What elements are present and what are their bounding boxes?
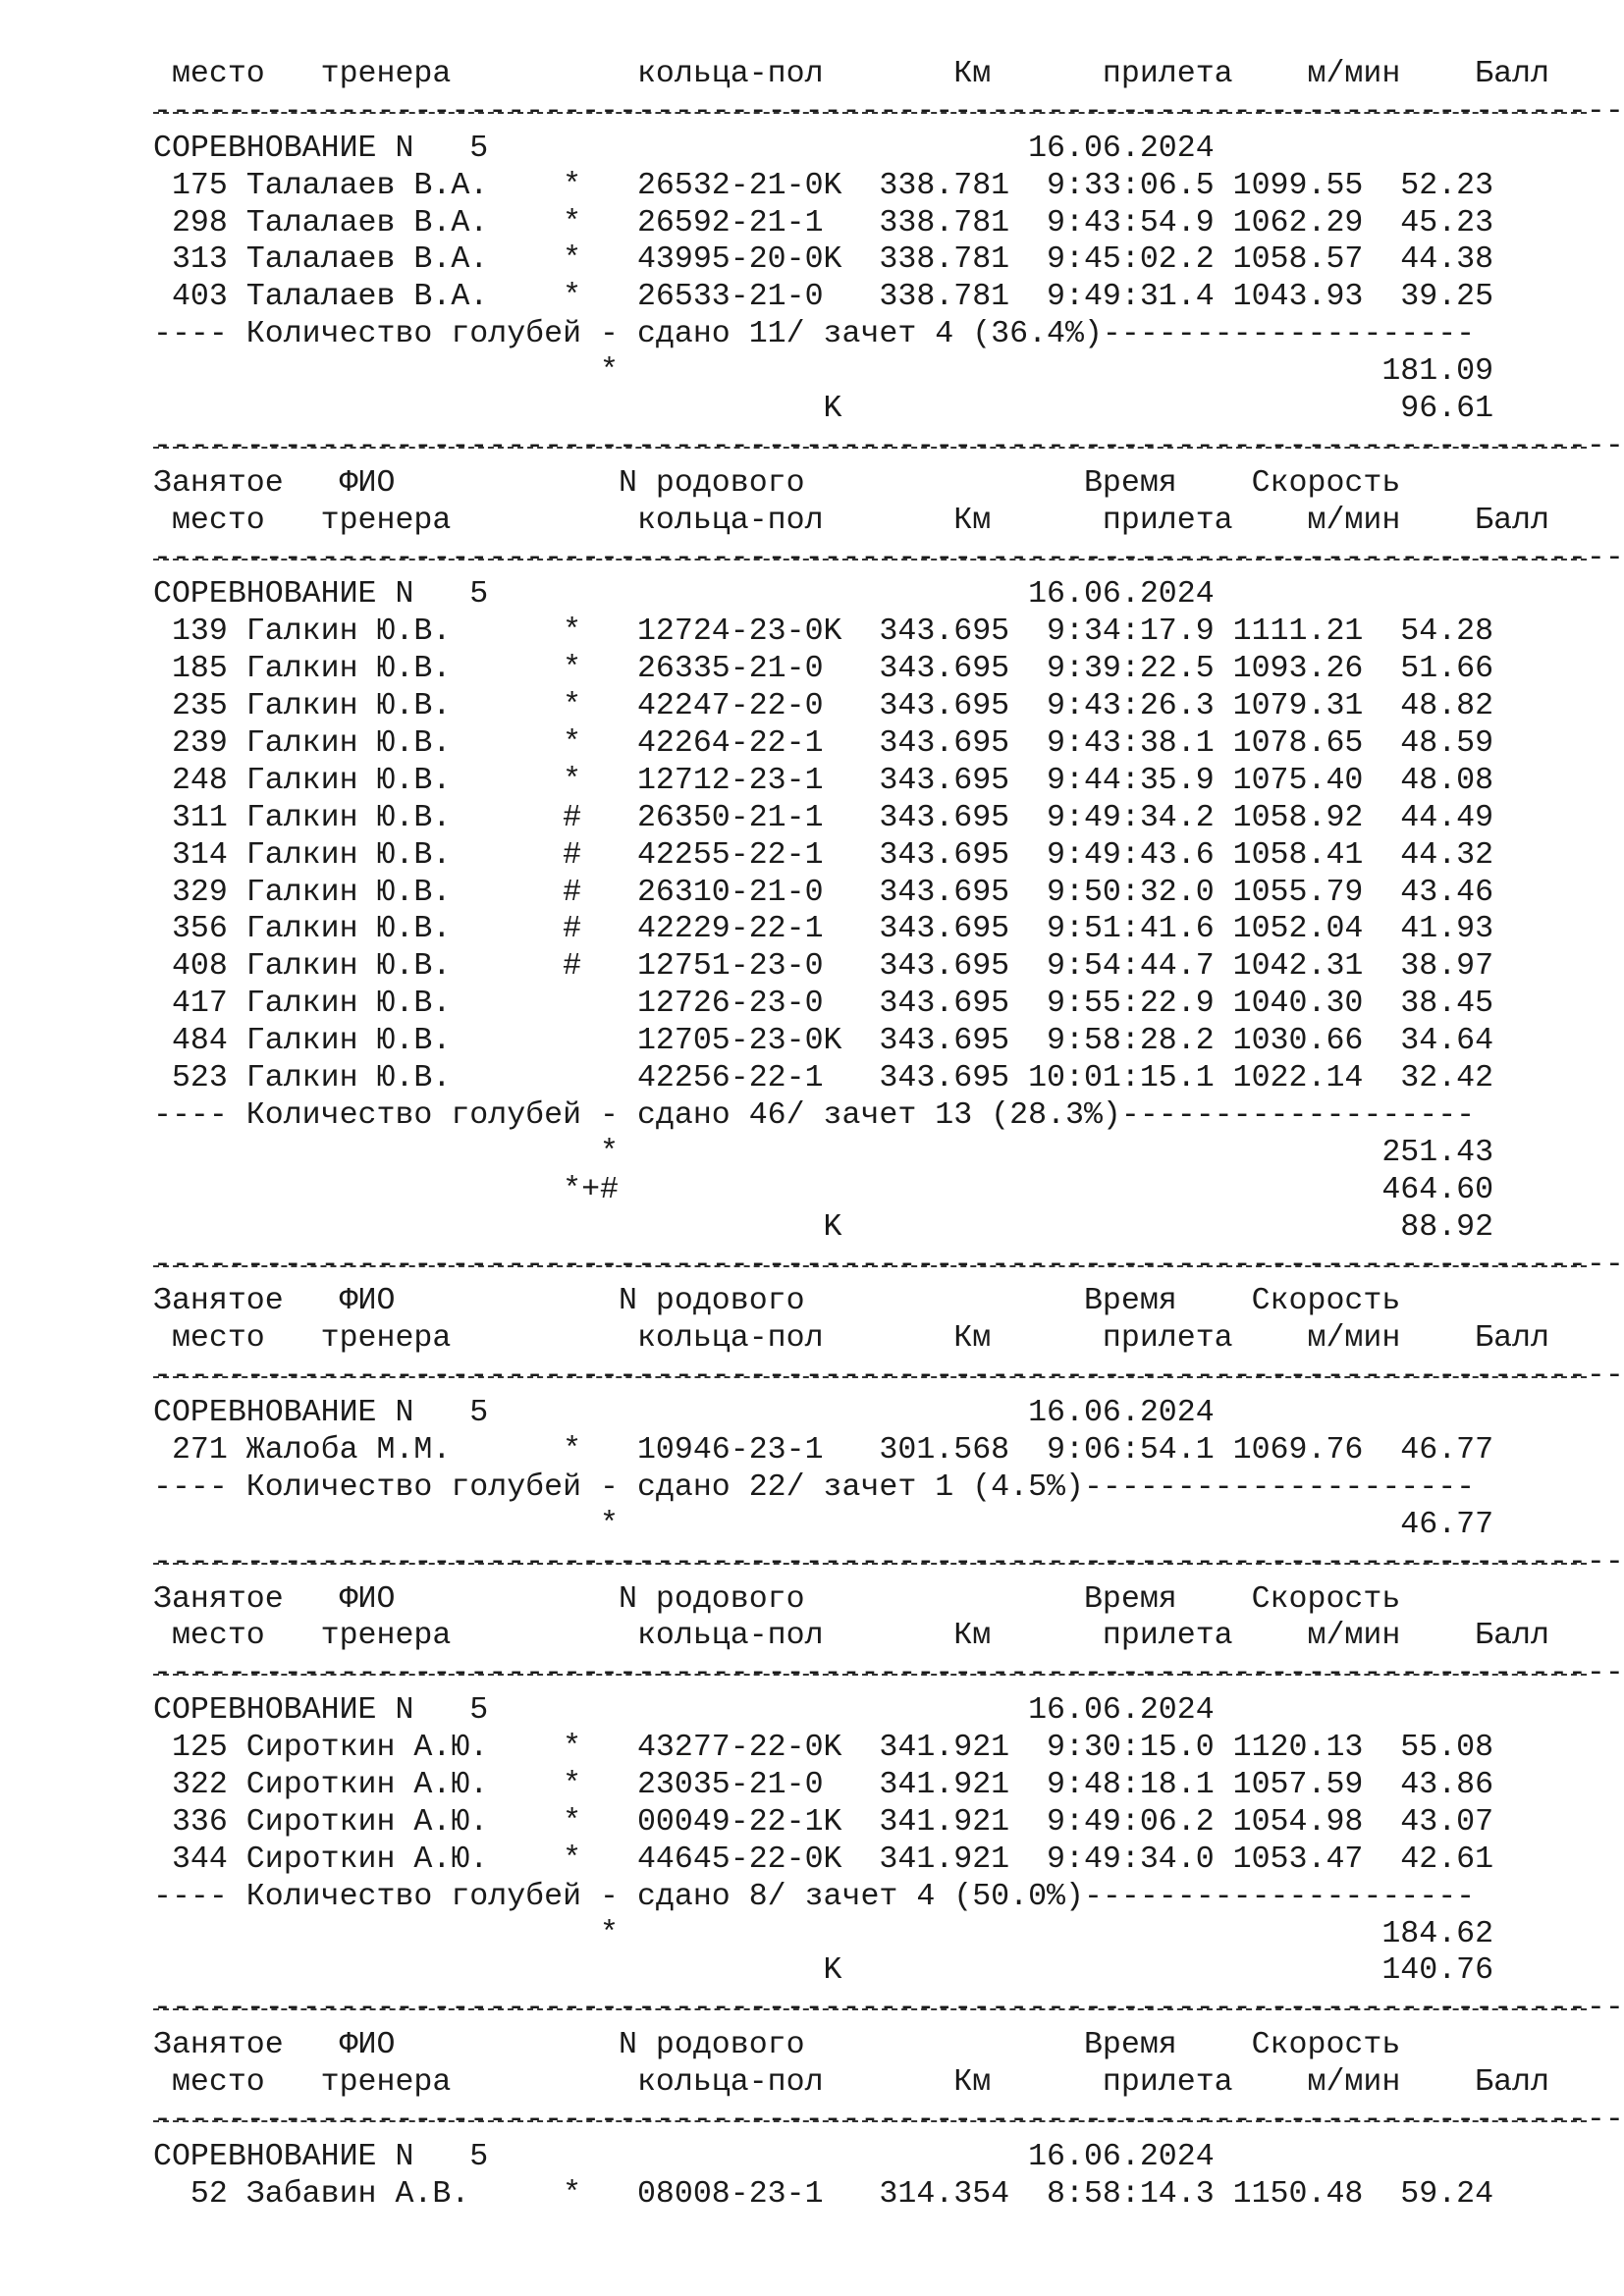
- column-header: Занятое ФИО N родового Время Скорость: [153, 1581, 1401, 1617]
- separator-rule: -------------------------------------------------------------------------------: [153, 93, 1624, 129]
- result-row: 185 Галкин Ю.В. * 26335-21-0 343.695 9:39:22.5 1093.26 51.66: [153, 652, 1494, 687]
- total-line: *+# 464.60: [153, 1172, 1494, 1207]
- total-line: * 251.43: [153, 1135, 1494, 1170]
- result-row: 403 Талалаев В.А. * 26533-21-0 338.781 9:49:31.4 1043.93 39.25: [153, 280, 1494, 315]
- total-line: K 88.92: [153, 1209, 1494, 1245]
- result-row: 52 Забавин А.В. * 08008-23-1 314.354 8:58:14.3 1150.48 59.24: [153, 2176, 1494, 2212]
- result-row: 344 Сироткин А.Ю. * 44645-22-0K 341.921 9:49:34.0 1053.47 42.61: [153, 1842, 1494, 1877]
- summary-line: ---- Количество голубей - сдано 22/ зачет 1 (4.5%)---------------------: [153, 1469, 1476, 1505]
- competition-header: СОРЕВНОВАНИЕ N 5 16.06.2024: [153, 131, 1215, 166]
- result-row: 336 Сироткин А.Ю. * 00049-22-1K 341.921 9:49:06.2 1054.98 43.07: [153, 1804, 1494, 1840]
- competition-header: СОРЕВНОВАНИЕ N 5 16.06.2024: [153, 577, 1215, 613]
- result-row: 298 Талалаев В.А. * 26592-21-1 338.781 9:43:54.9 1062.29 45.23: [153, 205, 1494, 240]
- result-row: 314 Галкин Ю.В. # 42255-22-1 343.695 9:49:43.6 1058.41 44.32: [153, 837, 1494, 873]
- result-row: 139 Галкин Ю.В. * 12724-23-0K 343.695 9:34:17.9 1111.21 54.28: [153, 614, 1494, 650]
- total-line: K 140.76: [153, 1953, 1494, 1989]
- column-header: место тренера кольца-пол Км прилета м/мин Балл: [153, 1321, 1549, 1357]
- separator-rule: -------------------------------------------------------------------------------: [153, 1544, 1624, 1579]
- result-row: 125 Сироткин А.Ю. * 43277-22-0K 341.921 9:30:15.0 1120.13 55.08: [153, 1731, 1494, 1766]
- separator-rule: -------------------------------------------------------------------------------: [153, 1991, 1624, 2026]
- result-row: 322 Сироткин А.Ю. * 23035-21-0 341.921 9:48:18.1 1057.59 43.86: [153, 1767, 1494, 1802]
- total-line: * 46.77: [153, 1507, 1494, 1542]
- column-header: место тренера кольца-пол Км прилета м/мин Балл: [153, 503, 1549, 538]
- result-row: 313 Талалаев В.А. * 43995-20-0K 338.781 9:45:02.2 1058.57 44.38: [153, 242, 1494, 278]
- result-row: 235 Галкин Ю.В. * 42247-22-0 343.695 9:43:26.3 1079.31 48.82: [153, 689, 1494, 724]
- result-row: 408 Галкин Ю.В. # 12751-23-0 343.695 9:54:44.7 1042.31 38.97: [153, 949, 1494, 985]
- column-header: место тренера кольца-пол Км прилета м/мин Балл: [153, 57, 1549, 91]
- result-row: 523 Галкин Ю.В. 42256-22-1 343.695 10:01:15.1 1022.14 32.42: [153, 1061, 1494, 1096]
- column-header: место тренера кольца-пол Км прилета м/мин Балл: [153, 1619, 1549, 1654]
- column-header: Занятое ФИО N родового Время Скорость: [153, 1284, 1401, 1319]
- column-header: Занятое ФИО N родового Время Скорость: [153, 2028, 1401, 2063]
- separator-rule: -------------------------------------------------------------------------------: [153, 2102, 1624, 2137]
- total-line: K 96.61: [153, 392, 1494, 427]
- summary-line: ---- Количество голубей - сдано 46/ зачет 13 (28.3%)-------------------: [153, 1097, 1476, 1133]
- separator-rule: -------------------------------------------------------------------------------: [153, 1359, 1624, 1394]
- result-row: 248 Галкин Ю.В. * 12712-23-1 343.695 9:44:35.9 1075.40 48.08: [153, 763, 1494, 798]
- result-row: 271 Жалоба М.М. * 10946-23-1 301.568 9:06:54.1 1069.76 46.77: [153, 1432, 1494, 1468]
- result-row: 311 Галкин Ю.В. # 26350-21-1 343.695 9:49:34.2 1058.92 44.49: [153, 800, 1494, 835]
- summary-line: ---- Количество голубей - сдано 8/ зачет 4 (50.0%)---------------------: [153, 1879, 1476, 1914]
- separator-rule: -------------------------------------------------------------------------------: [153, 540, 1624, 575]
- result-row: 329 Галкин Ю.В. # 26310-21-0 343.695 9:50:32.0 1055.79 43.46: [153, 875, 1494, 910]
- result-row: 356 Галкин Ю.В. # 42229-22-1 343.695 9:51:41.6 1052.04 41.93: [153, 912, 1494, 947]
- result-row: 484 Галкин Ю.В. 12705-23-0K 343.695 9:58:28.2 1030.66 34.64: [153, 1024, 1494, 1059]
- column-header: Занятое ФИО N родового Время Скорость: [153, 465, 1401, 501]
- race-results-report: [153, 56, 1624, 2214]
- competition-header: СОРЕВНОВАНИЕ N 5 16.06.2024: [153, 1693, 1215, 1729]
- result-row: 239 Галкин Ю.В. * 42264-22-1 343.695 9:43:38.1 1078.65 48.59: [153, 726, 1494, 762]
- separator-rule: -------------------------------------------------------------------------------: [153, 1247, 1624, 1282]
- separator-rule: -------------------------------------------------------------------------------: [153, 1656, 1624, 1691]
- competition-header: СОРЕВНОВАНИЕ N 5 16.06.2024: [153, 1396, 1215, 1431]
- result-row: 175 Талалаев В.А. * 26532-21-0K 338.781 9:33:06.5 1099.55 52.23: [153, 168, 1494, 203]
- separator-rule: -------------------------------------------------------------------------------: [153, 428, 1624, 463]
- result-row: 417 Галкин Ю.В. 12726-23-0 343.695 9:55:22.9 1040.30 38.45: [153, 987, 1494, 1022]
- competition-header: СОРЕВНОВАНИЕ N 5 16.06.2024: [153, 2139, 1215, 2174]
- column-header: место тренера кольца-пол Км прилета м/мин Балл: [153, 2065, 1549, 2101]
- total-line: * 184.62: [153, 1916, 1494, 1951]
- total-line: * 181.09: [153, 354, 1494, 390]
- summary-line: ---- Количество голубей - сдано 11/ зачет 4 (36.4%)--------------------: [153, 317, 1476, 352]
